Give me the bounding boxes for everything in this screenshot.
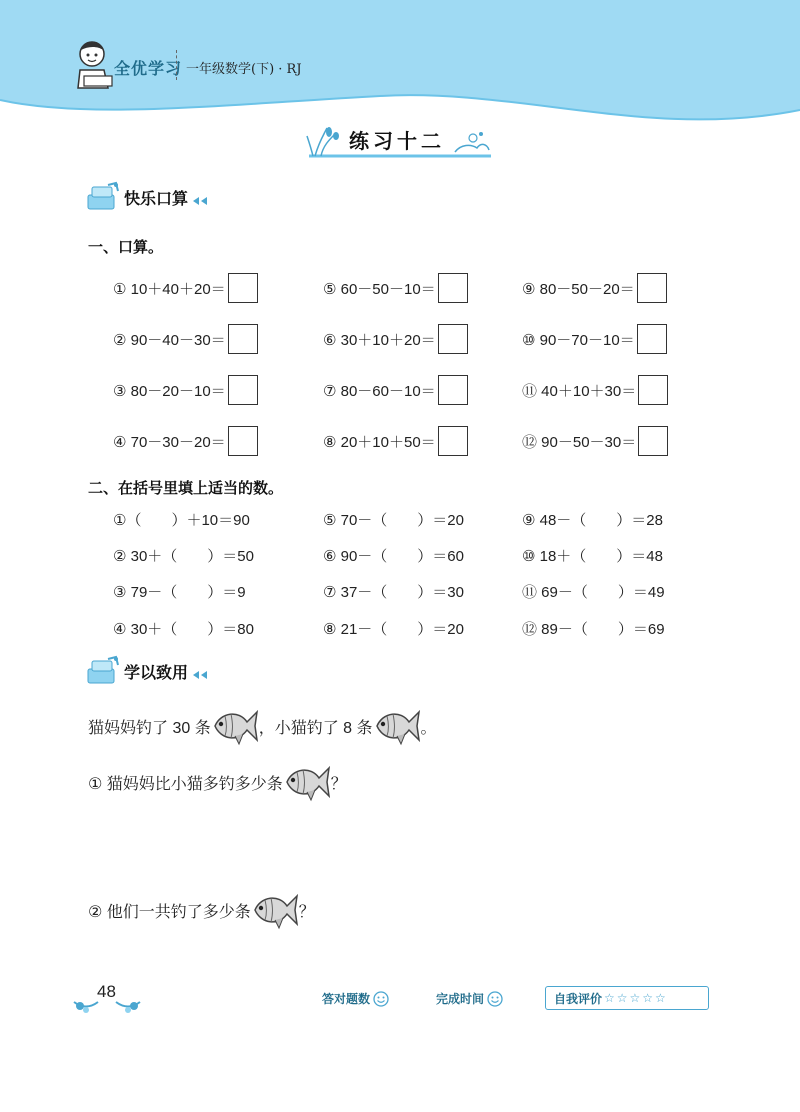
answer-box[interactable]: [228, 273, 258, 303]
calc-expression: ② 90－40－30＝: [113, 331, 226, 349]
intro-text-b: ，小猫钓了 8 条: [258, 719, 373, 737]
calc-expression: ⑤ 60－50－10＝: [323, 280, 436, 298]
fish-icon: [283, 762, 331, 802]
calc-item: [323, 425, 468, 457]
word-problem-q1: [88, 762, 347, 802]
calc-item: [113, 272, 258, 304]
double-arrow-icon: [192, 670, 208, 680]
q1-question-mark: ？: [330, 775, 347, 793]
section-heading-xueyi-zhiyong: [86, 654, 208, 688]
q2-question-mark: ？: [298, 903, 315, 921]
calc-expression: ⑥ 30＋10＋20＝: [323, 331, 436, 349]
answer-box[interactable]: [438, 324, 468, 354]
answer-box[interactable]: [638, 375, 668, 405]
calc-item: [522, 374, 668, 406]
fill-item[interactable]: ⑦ 37－（ ）＝30: [323, 584, 464, 601]
calc-expression: ⑪ 40＋10＋30＝: [522, 382, 637, 400]
fill-item[interactable]: ⑤ 70－（ ）＝20: [323, 512, 464, 529]
answer-box[interactable]: [638, 426, 668, 456]
fill-item[interactable]: ⑥ 90－（ ）＝60: [323, 548, 464, 565]
header-divider: [176, 50, 177, 80]
calc-item: [113, 425, 258, 457]
fish-icon: [373, 706, 421, 746]
section-heading-label: 快乐口算: [124, 188, 189, 208]
section-heading-kuaile-kousuan: [86, 180, 208, 214]
answer-box[interactable]: [438, 375, 468, 405]
q1-text: ① 猫妈妈比小猫多钓多少条: [88, 775, 283, 793]
page-number: 48: [97, 982, 116, 1001]
calc-item: [323, 272, 468, 304]
book-subtitle: 一年级数学(下) · RJ: [186, 62, 302, 77]
correct-count-label: 答对题数: [322, 992, 371, 1006]
fill-item[interactable]: ⑩ 18＋（ ）＝48: [522, 548, 663, 565]
fill-item[interactable]: ⑧ 21－（ ）＝20: [323, 621, 464, 638]
answer-box[interactable]: [228, 375, 258, 405]
brand-name: 全优学习: [114, 59, 183, 78]
calc-item: [522, 272, 667, 304]
calc-item: [522, 323, 667, 355]
fill-item[interactable]: ①（ ）＋10＝90: [113, 512, 250, 529]
calc-expression: ⑨ 80－50－20＝: [522, 280, 635, 298]
answer-box[interactable]: [637, 273, 667, 303]
word-problem-intro: [88, 706, 437, 746]
fill-item[interactable]: ⑨ 48－（ ）＝28: [522, 512, 663, 529]
self-evaluation-label: 自我评价: [554, 991, 603, 1006]
answer-box[interactable]: [228, 324, 258, 354]
fill-item[interactable]: ⑫ 89－（ ）＝69: [522, 621, 665, 638]
fish-icon: [251, 890, 299, 930]
question-title-2: 二、在括号里填上适当的数。: [88, 480, 284, 497]
q2-text: ② 他们一共钓了多少条: [88, 903, 251, 921]
answer-box[interactable]: [438, 273, 468, 303]
page-title: 练习十二: [349, 131, 445, 153]
calc-item: [323, 323, 468, 355]
calc-expression: ⑧ 20＋10＋50＝: [323, 433, 436, 451]
double-arrow-icon: [192, 196, 208, 206]
answer-box[interactable]: [228, 426, 258, 456]
calc-expression: ⑦ 80－60－10＝: [323, 382, 436, 400]
fill-item[interactable]: ⑪ 69－（ ）＝49: [522, 584, 665, 601]
fill-item[interactable]: ② 30＋（ ）＝50: [113, 548, 254, 565]
section-heading-label: 学以致用: [124, 662, 189, 682]
intro-text-c: 。: [420, 719, 437, 737]
smiley-icon: [487, 991, 503, 1007]
title-banner: [305, 122, 495, 160]
calc-item: [113, 374, 258, 406]
fill-item[interactable]: ④ 30＋（ ）＝80: [113, 621, 254, 638]
correct-count-field[interactable]: [322, 990, 389, 1007]
fish-icon: [211, 706, 259, 746]
word-problem-q2: [88, 890, 315, 930]
answer-box[interactable]: [438, 426, 468, 456]
student-mascot-icon: [70, 36, 120, 91]
fill-item[interactable]: ③ 79－（ ）＝9: [113, 584, 246, 601]
calc-expression: ④ 70－30－20＝: [113, 433, 226, 451]
books-icon: [86, 181, 122, 213]
calc-expression: ⑫ 90－50－30＝: [522, 433, 637, 451]
calc-item: [323, 374, 468, 406]
completion-time-field[interactable]: [436, 990, 503, 1007]
completion-time-label: 完成时间: [436, 992, 485, 1006]
self-evaluation-box[interactable]: [545, 986, 709, 1010]
books-icon: [86, 655, 122, 687]
smiley-icon: [373, 991, 389, 1007]
calc-item: [113, 323, 258, 355]
intro-text-a: 猫妈妈钓了 30 条: [88, 719, 211, 737]
calc-item: [522, 425, 668, 457]
answer-box[interactable]: [637, 324, 667, 354]
question-title-1: 一、口算。: [88, 239, 164, 256]
rating-stars[interactable]: ☆☆☆☆☆: [604, 991, 668, 1005]
calc-expression: ⑩ 90－70－10＝: [522, 331, 635, 349]
calc-expression: ① 10＋40＋20＝: [113, 280, 226, 298]
calc-expression: ③ 80－20－10＝: [113, 382, 226, 400]
